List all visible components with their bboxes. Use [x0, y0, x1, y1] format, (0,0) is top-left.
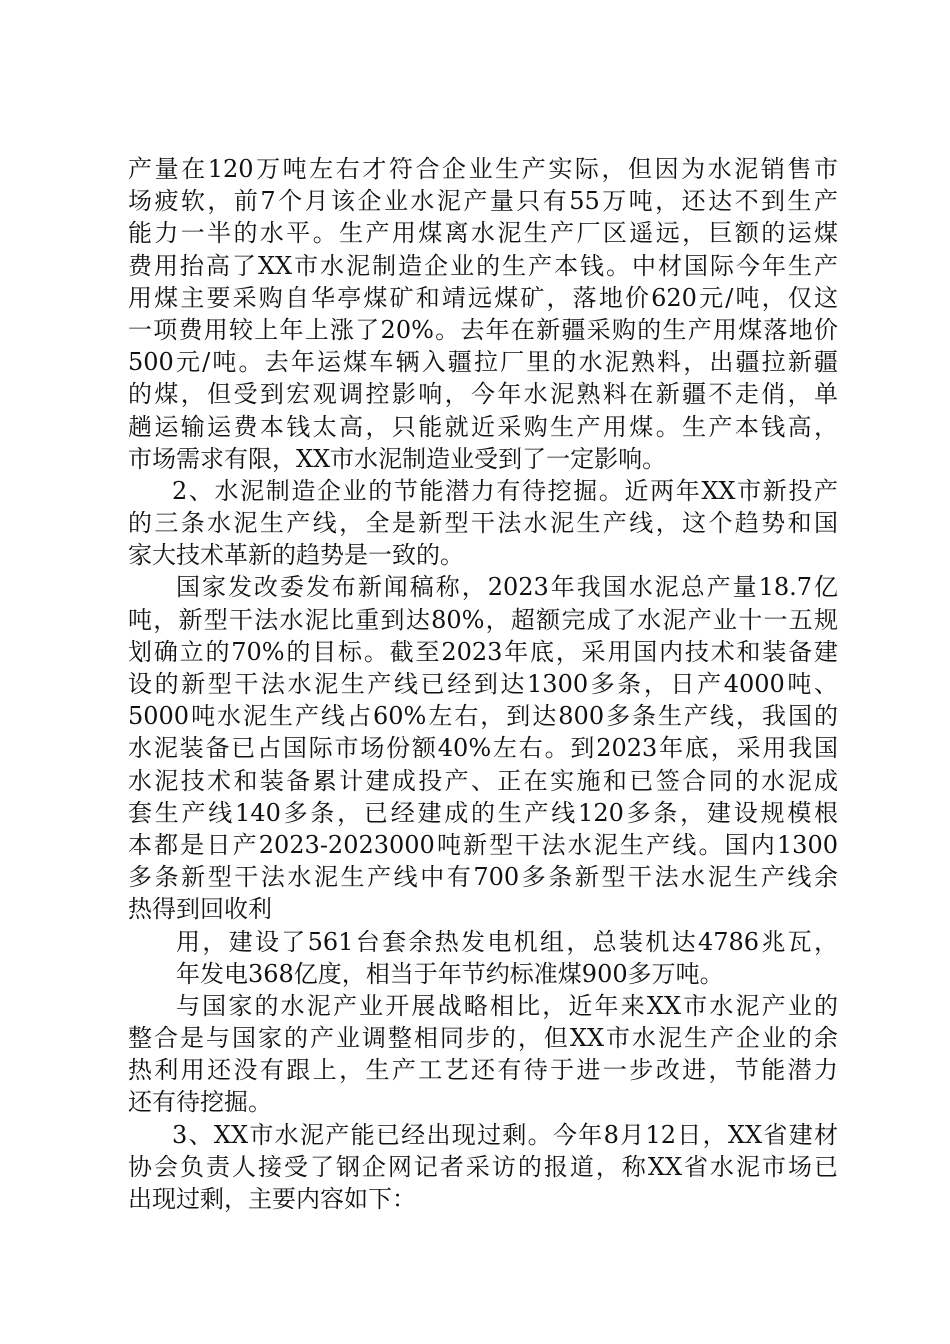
text-line: 热利用还没有跟上，生产工艺还有待于进一步改进，节能潜力 [128, 1056, 838, 1085]
paragraph-6 [128, 1119, 838, 1216]
text-line: 市场需求有限，XX市水泥制造业受到了一定影响。 [128, 444, 667, 473]
text-line: 一项费用较上年上涨了20%。去年在新疆采购的生产用煤落地价 [128, 315, 838, 344]
text-line: 趟运输运费本钱太高，只能就近采购生产用煤。生产本钱高， [128, 412, 838, 441]
text-line: 500元/吨。去年运煤车辆入疆拉厂里的水泥熟料，出疆拉新疆 [128, 348, 838, 377]
text-line: 还有待挖掘。 [128, 1088, 272, 1117]
text-line: 费用抬高了XX市水泥制造企业的生产本钱。中材国际今年生产 [128, 251, 838, 280]
paragraph-3 [128, 571, 838, 925]
paragraph-1 [128, 153, 838, 475]
text-line: 出现过剩，主要内容如下： [128, 1185, 416, 1213]
text-line: 家大技术革新的趋势是一致的。 [128, 541, 464, 570]
text-line: 能力一半的水平。生产用煤离水泥生产厂区遥远，巨额的运煤 [128, 219, 838, 248]
text-line: 划确立的70%的目标。截至2023年底，采用国内技术和装备建 [128, 637, 838, 666]
text-line: 5000吨水泥生产线占60%左右，到达800多条生产线，我国的 [128, 702, 838, 731]
text-line: 产量在120万吨左右才符合企业生产实际，但因为水泥销售市 [128, 155, 838, 183]
text-line: 水泥装备已占国际市场份额40%左右。到2023年底，采用我国 [128, 734, 838, 763]
text-line: 整合是与国家的产业调整相同步的，但XX市水泥生产企业的余 [128, 1024, 838, 1053]
text-line: 年发电368亿度，相当于年节约标准煤900多万吨。 [176, 959, 724, 988]
text-line: 用，建设了561台套余热发电机组，总装机达4786兆瓦， [176, 927, 838, 956]
body-text [128, 153, 838, 1215]
text-line: 的三条水泥生产线，全是新型干法水泥生产线，这个趋势和国 [128, 509, 838, 538]
paragraph-5 [128, 990, 838, 1119]
text-line: 协会负责人接受了钢企网记者采访的报道，称XX省水泥市场已 [128, 1152, 838, 1181]
text-line: 国家发改委发布新闻稿称，2023年我国水泥总产量18.7亿 [176, 573, 838, 602]
text-line: 与国家的水泥产业开展战略相比，近年来XX市水泥产业的 [176, 991, 838, 1020]
text-line: 场疲软，前7个月该企业水泥产量只有55万吨，还达不到生产 [128, 187, 838, 216]
text-line: 2、水泥制造企业的节能潜力有待挖掘。近两年XX市新投产 [172, 476, 838, 505]
text-line: 本都是日产2023-2023000吨新型干法水泥生产线。国内1300 [128, 830, 838, 859]
text-line: 多条新型干法水泥生产线中有700多条新型干法水泥生产线余 [128, 863, 838, 892]
text-line: 设的新型干法水泥生产线已经到达1300多条，日产4000吨、 [128, 670, 838, 698]
text-line: 吨，新型干法水泥比重到达80%，超额完成了水泥产业十一五规 [128, 605, 838, 634]
text-line: 套生产线140多条，已经建成的生产线120多条，建设规模根 [128, 798, 838, 827]
paragraph-2 [128, 475, 838, 572]
text-line: 的煤，但受到宏观调控影响，今年水泥熟料在新疆不走俏，单 [128, 380, 838, 409]
text-line: 3、XX市水泥产能已经出现过剩。今年8月12日，XX省建材 [172, 1120, 838, 1149]
text-line: 用煤主要采购自华亭煤矿和靖远煤矿，落地价620元/吨，仅这 [128, 283, 838, 312]
text-line: 热得到回收利 [128, 895, 272, 924]
paragraph-4 [128, 926, 838, 990]
text-line: 水泥技术和装备累计建成投产、正在实施和已签合同的水泥成 [128, 766, 838, 795]
